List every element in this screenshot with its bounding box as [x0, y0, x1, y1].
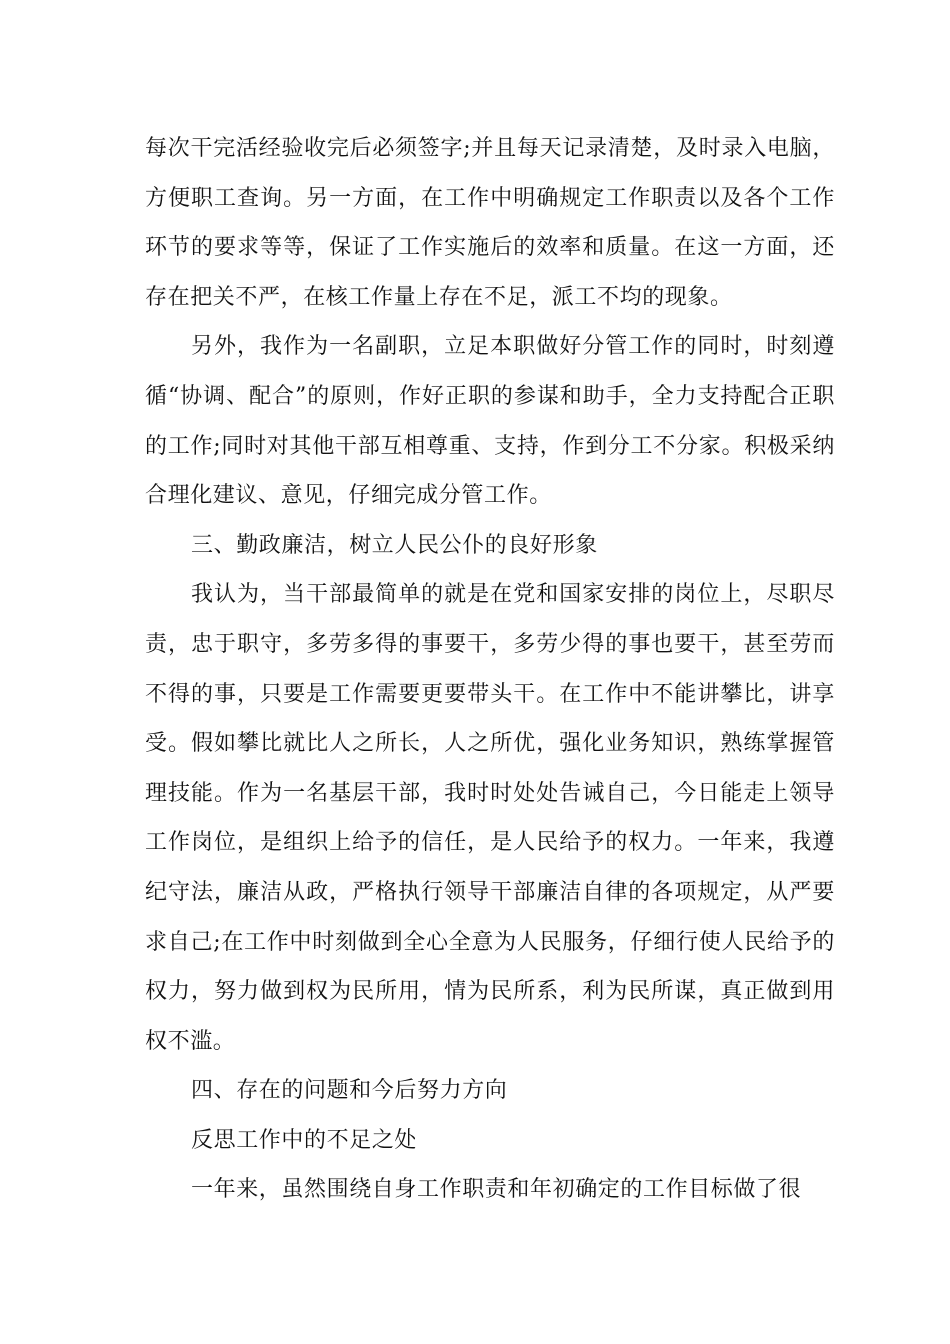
paragraph-deputy-role: 另外，我作为一名副职，立足本职做好分管工作的同时，时刻遵循“协调、配合”的原则，作好正职的参谋和助手，全力支持配合正职的工作;同时对其他干部互相尊重、支持，作到分工不分家。积极采纳合理化建议、意见，仔细完成分管工作。 — [145, 334, 835, 509]
subheading-reflection: 反思工作中的不足之处 — [191, 1127, 418, 1153]
document-body — [145, 124, 835, 1215]
section-heading-problems: 四、存在的问题和今后努力方向 — [191, 1078, 508, 1104]
paragraph-year-summary: 一年来，虽然围绕自身工作职责和年初确定的工作目标做了很 — [191, 1177, 802, 1203]
section-heading-integrity: 三、勤政廉洁，树立人民公仆的良好形象 — [191, 532, 598, 558]
paragraph-integrity-duty: 我认为，当干部最简单的就是在党和国家安排的岗位上，尽职尽责，忠于职守，多劳多得的事要干，多劳少得的事也要干，甚至劳而不得的事，只要是工作需要更要带头干。在工作中不能讲攀比，讲享受。假如攀比就比人之所长，人之所优，强化业务知识，熟练掌握管理技能。作为一名基层干部，我时时处处告诫自己，今日能走上领导工作岗位，是组织上给予的信任，是人民给予的权力。一年来，我遵纪守法，廉洁从政，严格执行领导干部廉洁自律的各项规定，从严要求自己;在工作中时刻做到全心全意为人民服务，仔细行使人民给予的权力，努力做到权为民所用，情为民所系，利为民所谋，真正做到用权不滥。 — [145, 582, 835, 1054]
paragraph-work-acceptance: 每次干完活经验收完后必须签字;并且每天记录清楚，及时录入电脑，方便职工查询。另一方面，在工作中明确规定工作职责以及各个工作环节的要求等等，保证了工作实施后的效率和质量。在这一方面，还存在把关不严，在核工作量上存在不足，派工不均的现象。 — [145, 136, 835, 310]
